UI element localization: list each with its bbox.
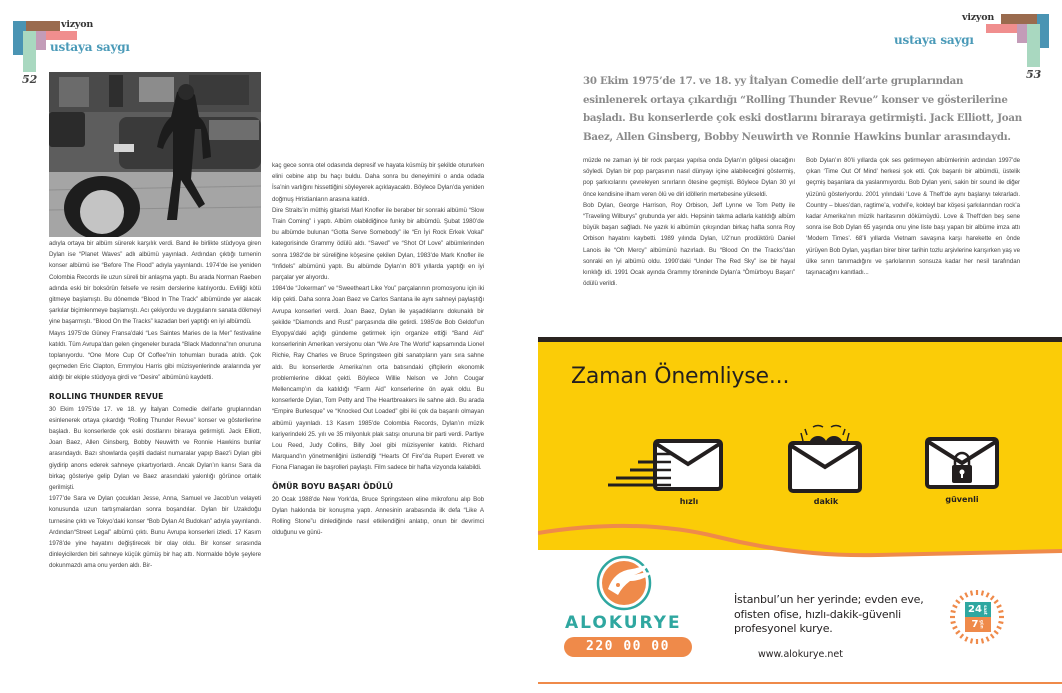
- sunburst-ray: [997, 627, 1002, 629]
- locked-envelope-icon: [924, 436, 1000, 492]
- sunburst-ray: [994, 600, 998, 603]
- article-paragraph: adıyla ortaya bir albüm sürerek karşılık verdi. Band ile birlikte stüdyoya giren Dylan ise “Planet Waves” adlı albümü yayınladı. Ardından çıktığı turnenin konser albümü ise “Before The Flood” adıyla yayınlandı. 1974’de ise yeniden Colombia Records ile uzun süreli bir anlaşma yaptı. Bu arada Norman Raeben adında eski bir boksörün felsefe ve resim derslerine katılıyordu. Evliliği kötü gitmeye başlamıştı. Bu dönemde “Blood In The Track” albümünde yer alacak şarkılar biçimlenmeye başlamıştı. Acı çekiyordu ve duygularını sanata dökmeyi yine başarmıştı. “Blood On the Tracks” kazadan beri yaptığı en iyi albümdü.: [49, 240, 261, 326]
- feature-label-punctual: dakik: [813, 497, 839, 506]
- badge-days-box: [965, 617, 991, 632]
- sunburst-ray: [951, 622, 956, 623]
- ad-tagline: [734, 593, 924, 637]
- article-paragraph: müzde ne zaman iyi bir rock parçası yapılsa onda Dylan’ın gölgesi olacağını söyledi. Dylan bir pop parçasının nasıl dünyayı içine alabileceğini göstermiş, pop şarkıcılarını çevreleyen sınırların ötesine geçmişti. Böylece Dylan 30 yıl önce kendisine ilham veren ölü ve diri idöllerin mertebesine yükseldi.: [583, 157, 795, 198]
- sunburst-ray: [998, 622, 1003, 623]
- bob-dylan-photo: [49, 72, 261, 237]
- fast-envelope-icon: [608, 437, 726, 493]
- sunburst-ray: [953, 605, 958, 607]
- article-paragraph: Bob Dylan’ın 80’li yıllarda çok ses getirmeyen albümlerinin ardından 1997’de çıkan ‘Time Out Of Mind’ herkesi şok etti. Çok başarılı bir albümdü, üstelik geçmiş başarılara da yaslanmıyordu. Bob Dylan yeni, sakin bir sound ile diğer yüzünü gösteriyordu. 2001 yılındaki ‘Love & Theft’de aynı başlarıyı tekrarladı. Country – blues’dan, ragtime’a, vodvil’e, kokteyl bar köşesi şarkılarından rock’a kadar Amerika’nın müzik haritasının dökümüydü. Love & Theft’den beş sene sonra ise Bob Dylan 65 yaşında onu yine liste başı yapan bir albüme imza attı ‘Modern Times’. 68’li yıllarda Vietnam savaşına karşı harekette en önde yürüyen Bob Dylan, yaşıtları birer birer tarihin tozlu arşivlerine karışırken yaş ve ülke sınırı tanımadığını ve şarkılarının sonsuza kadar her nesil tarafından taşınacağını kanıtladı...: [806, 157, 1020, 277]
- sunburst-ray: [965, 593, 967, 598]
- rabbit-logo-icon: [596, 555, 652, 611]
- subsection-label: ustaya saygı: [894, 33, 974, 47]
- tagline-line: ofisten ofise, hızlı-dakik-güvenli: [734, 607, 901, 621]
- header-block-pink: [46, 31, 77, 40]
- sunburst-ray: [982, 638, 983, 643]
- badge-hours-box: [965, 602, 991, 617]
- article-paragraph: kaç gece sonra otel odasında depresif ve hayata küsmüş bir şekilde otururken elini cebine atıp bu haçı buldu. Daha sonra bu deneyimini o anda odada İsa’nin varlığını hissettiğini söyleyerek açıklayacaktı. Böylece Dylan’da yeniden doğmuş Hristianların arasına katıldı.: [272, 162, 484, 203]
- header-block-pink: [986, 24, 1017, 33]
- badge-days-unit: gün: [979, 620, 985, 629]
- header-block-mint: [1027, 24, 1040, 67]
- section-heading: ROLLING THUNDER REVUE: [49, 391, 164, 401]
- sunburst-ray: [971, 591, 972, 596]
- sunburst-ray: [997, 605, 1002, 607]
- sunburst-ray: [953, 627, 958, 629]
- article-column-3: [583, 155, 795, 289]
- sunburst-ray: [956, 600, 960, 603]
- header-block-brown: [26, 21, 60, 31]
- sunburst-ray: [982, 591, 983, 596]
- brand-name: ALOKURYE: [565, 613, 682, 633]
- page-number-left: 52: [22, 73, 38, 86]
- sunburst-ray: [956, 631, 960, 634]
- subsection-label: ustaya saygı: [50, 40, 130, 54]
- article-column-2: [272, 160, 484, 539]
- sunburst-ray: [991, 634, 994, 638]
- sunburst-ray: [951, 611, 956, 612]
- lead-quote: 30 Ekim 1975’de 17. ve 18. yy İtalyan Comedie dell’arte gruplarından esinlenerek ortaya çıkardığı “Rolling Thunder Revue” konser ve gösterilerine başladı. Bu konserlerde çok eski dostlarını biraraya getirmişti. Jack Elliott, Joan Baez, Allen Ginsberg, Bobby Neuwirth ve Ronnie Hawkins bunlar arasındaydı.: [583, 75, 1022, 143]
- article-column-4: [806, 155, 1020, 278]
- sunburst-ray: [998, 611, 1003, 612]
- phone-number[interactable]: 220 00 00: [564, 637, 692, 657]
- section-label: vizyon: [962, 12, 995, 23]
- sunburst-ray: [991, 596, 994, 600]
- sunburst-ray: [965, 637, 967, 642]
- badge-days: 7: [971, 619, 979, 630]
- feature-label-secure: güvenli: [945, 495, 979, 504]
- ad-headline: Zaman Önemliyse...: [571, 364, 790, 389]
- article-paragraph: Bob Dylan, George Harrison, Roy Orbison, Jeff Lynne ve Tom Petty ile “Traveling Wilburys” grubunda yer aldı. Hepsinin takma adlarla katıldığı albüm büyük başarı sağladı. Ne yazık ki albümün çıkışından birkaç hafta sonra Roy Orbison hayatını kaybetti. 1989 yılında Dylan, U2’nun prodüktörü Daniel Lanois ile “Oh Mercy” albümünü hazırladı. Bu “Blood On the Tracks”dan sonraki en iyi albümü oldu. 1990’daki “Under The Red Sky” ise bir hayal kırıklığı idi. 1991 Ocak ayında Grammy töreninde Dylan’a “Ömürboyu Başarı” ödülü verildi.: [583, 201, 795, 288]
- article-paragraph: Dire Straits’in müthiş gitaristi Marl Knofler ile beraber bir sonraki albümü “Slow Train Coming” i yaptı. Albüm olabildiğince funky bir albümdü. Şubat 1980’de bu albümde bulunan “Gotta Serve Somebody” ile “En İyi Rock Erkek Vokal” kategorisinde Grammy ödülü aldı. “Saved” ve “Shot Of Love” albümlerinden sonra 1982’de bir süreliğine köşesine çekilen Dylan, 1983’de Mark Knofler ile “Infidels” albümünü yaptı. Bu albümde Dylan’ın 80’li yıllarda yaptığı en iyi parçalar yer alıyordu.: [272, 206, 484, 282]
- badge-hours-unit: saat: [982, 604, 988, 615]
- sunburst-ray: [960, 634, 963, 638]
- section-heading: ÖMÜR BOYU BAŞARI ÖDÜLÜ: [272, 481, 394, 491]
- ad-bottom-rule: [538, 682, 1062, 684]
- article-paragraph: 20 Ocak 1988’de New York’da, Bruce Springsteen eline mikrofonu alıp Bob Dylan hakkında bir konuşma yaptı. Annesinin arabasında ilk defa “Like A Rolling Stone”u dinlediğinde nasıl etkilendiğini anlatıp, onun bir devrimci olduğunu ve günü-: [272, 495, 484, 537]
- alarm-envelope-icon: [787, 417, 863, 493]
- article-paragraph: 30 Ekim 1975’de 17. ve 18. yy İtalyan Comedie dell’arte gruplarından esinlenerek ortaya çıkardığı “Rolling Thunder Revue” konser ve gösterilerine başladı. Bu konserlerde çok eski dostlarını biraraya getirmişti. Jack Elliott, Joan Baez, Allen Ginsberg, Bobby Neuwirth ve Ronnie Hawkins bunlar arasındaydı. Bazı showlarda çeşitli dadaist numaralar yapıp Baez’i Dylan gibi giydirip anons ederek sahneye çıkartıyorlardı. Ancak Dylan’ın karısı Sara da birkaç gösteriye gelip Dylan ve Baez arasındaki yakınlığı görünce ortalık gerilmişti.: [49, 405, 261, 492]
- sunburst-ray: [987, 637, 989, 642]
- feature-label-fast: hızlı: [679, 497, 699, 506]
- tagline-line: İstanbul’un her yerinde; evden eve,: [734, 593, 924, 606]
- sunburst-ray: [971, 638, 972, 643]
- badge-hours: 24: [968, 604, 982, 615]
- sunburst-ray: [960, 596, 963, 600]
- tagline-line: profesyonel kurye.: [734, 622, 833, 635]
- sunburst-ray: [987, 593, 989, 598]
- sunburst-ray: [994, 631, 998, 634]
- article-paragraph: 1984’de “Jokerman” ve “Sweetheart Like You” parçalarının promosyonu için iki klip çekti. Daha sonra Joan Baez ve Carlos Santana ile aynı sahneyi paylaştığı Avrupa konserleri verdi. Joan Baez, Dylan ile yaşadıklarını dokunaklı bir şekilde “Diamonds and Rust” parçasında dile getirdi. 1985’de Bob Geldof’un Etyopya’daki açlığı gündeme getirmek için organize ettiği “Band Aid” konserlerinin Amerikan versiyonu olan “We Are The World” kapsamında Lionel Richie, Ray Charles ve Bruce Springsteen gibi sanatçıların yanı sıra sahne aldı. Bu konserlerde Amerika’nın orta batısındaki çiftçilerin ekonomik problemlerine dikkat çekti. Böylece Willie Nelson ve John Cougar Mellencamp’ın da katıldığı “Farm Aid” konserlerine ön ayak oldu. Bu konserlerde Dylan, Tom Petty and The Heartbreakers ile sahne aldı. Bu arada “Empire Burlesque” ve “Knocked Out Loaded” gibi iki çok da başarılı olmayan albümü yayınladı. 13 Kasım 1985’de Colombia Records, Dylan’ın müzik kariyerindeki 25. yılı ve 35 milyonluk plak satışı onuruna bir parti verdi. Partiye Lou Reed, Judy Collins, Billy Joel gibi müzisyenler katıldı. Richard Marquand’ın yönetmenliğini üstlendiği “Hearts Of Fire”da Rupert Everett ve Fiona Flanagan ile başrolleri paylaştı. Film sadece bir hafta vizyonda kalabildi.: [272, 285, 484, 472]
- section-label: vizyon: [61, 19, 94, 30]
- article-column-1: [49, 238, 261, 572]
- website-link[interactable]: www.alokurye.net: [758, 649, 843, 660]
- article-paragraph: 1977’de Sara ve Dylan çocukları Jesse, Anna, Samuel ve Jacob’un velayeti konusunda uzun tartışmalardan sonra boşandılar. Dylan bir Uzakdoğu turnesine çıktı ve Tokyo’daki konser “Bob Dylan At Budokan” adıyla yayınlandı. Ardından“Street Legal” albümü çıktı. Bunu Avrupa konserleri izledi. 17 Kasım 1978’de yine hayatını değiştirecek bir olay oldu. Bir konser sırasında dinleyicilerden biri sahneye küçük gümüş bir haç attı. Normalde böyle şeylere dokunmazdı ama onu yerden aldı. Bir-: [49, 495, 261, 570]
- header-block-mauve: [36, 31, 46, 50]
- photo-illustration: [49, 72, 261, 237]
- header-block-mint: [23, 31, 36, 72]
- header-block-mauve: [1017, 24, 1027, 43]
- 24-7-badge: [948, 588, 1006, 646]
- article-paragraph: Mayıs 1975’de Güney Fransa’daki “Les Saintes Maries de la Mer” festivaline katıldı. Tüm Avrupa’dan gelen çingeneler burada “Black Madonna”nın onuruna toplanıyordu. “One More Cup Of Coffee”nin tohumları burada atıldı. Çok geçmeden Eric Clapton, Emmylou Harris gibi müzisyenlerinde aralarında yer aldığı bir ekiple stüdyoya girdi ve “Desire” albümünü kaydetti.: [49, 329, 261, 382]
- alokurye-advert[interactable]: [538, 337, 1062, 693]
- page-number-right: 53: [1026, 68, 1042, 81]
- header-block-brown: [1001, 14, 1037, 24]
